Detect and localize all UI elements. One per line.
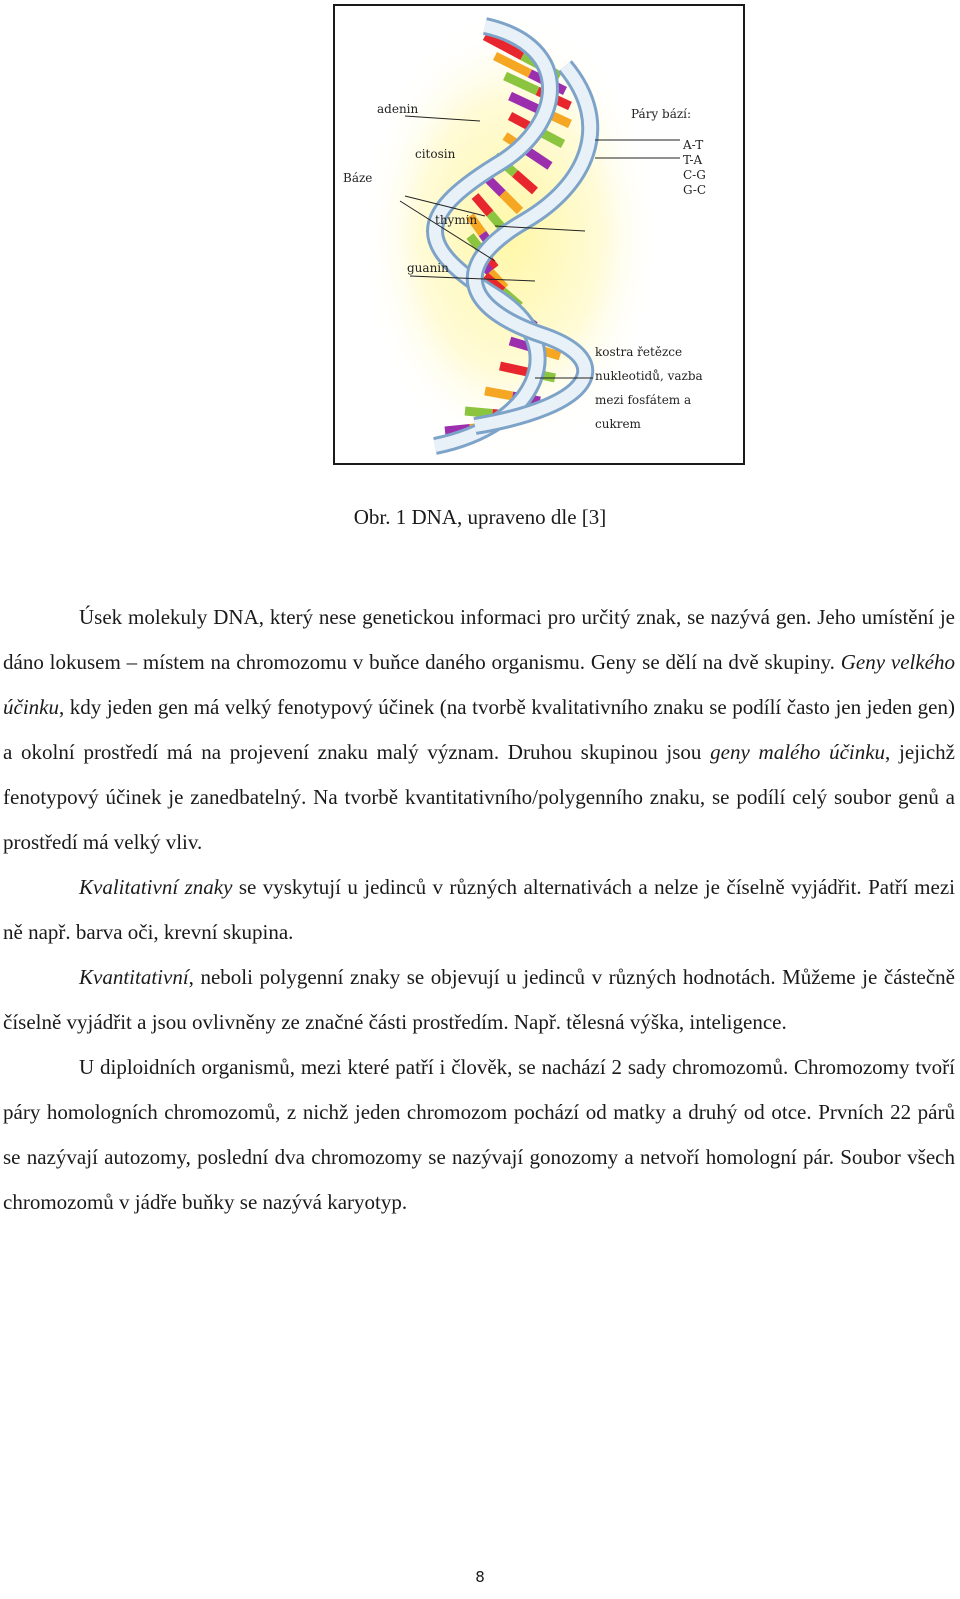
page-number: 8 bbox=[475, 1568, 485, 1586]
dna-figure bbox=[333, 4, 745, 465]
label-citosin: citosin bbox=[415, 147, 456, 161]
label-adenin: adenin bbox=[377, 102, 419, 116]
paragraph-4 bbox=[3, 1045, 955, 1225]
label-backbone-1: kostra řetězce bbox=[595, 345, 683, 359]
base-pair-rung-18-a bbox=[485, 391, 513, 396]
paragraph-1 bbox=[3, 595, 955, 865]
label-pair-2: T-A bbox=[683, 153, 703, 167]
paragraph-1-text-3: , jejichž fenotypový účinek je zanedbatelný. Na tvorbě kvantitativního/polygenního znaku, se podílí celý soubor genů a prostředí má velký vliv. bbox=[3, 740, 955, 854]
label-baze: Báze bbox=[343, 171, 373, 185]
paragraph-3 bbox=[3, 955, 955, 1045]
paragraph-1-italic-1: Geny velkého účinku bbox=[3, 650, 955, 719]
paragraph-4-text-1: U diploidních organismů, mezi které patří i člověk, se nachází 2 sady chromozomů. Chromozomy tvoří páry homologních chromozomů, z nichž jeden chromozom pochází od matky a druhý od otce. Prvních 22 párů se nazývají autozomy, poslední dva chromozomy se nazývají gonozomy a netvoří homologní pár. Soubor všech chromozomů v jádře buňky se nazývá karyotyp. bbox=[3, 1055, 955, 1214]
paragraph-1-text-1: Úsek molekuly DNA, který nese genetickou informaci pro určitý znak, se nazývá gen. Jeho umístění je dáno lokusem – místem na chromozomu v buňce daného organismu. Geny se dělí na dvě skupiny. bbox=[3, 605, 955, 674]
label-backbone-4: cukrem bbox=[595, 417, 641, 431]
label-pair-1: A-T bbox=[683, 138, 704, 152]
figure-caption: Obr. 1 DNA, upraveno dle [3] bbox=[353, 505, 607, 529]
paragraph-3-italic-1: Kvantitativní bbox=[79, 965, 189, 989]
paragraph-3-text-1: , neboli polygenní znaky se objevují u jedinců v různých hodnotách. Můžeme je částečně číselně vyjádřit a jsou ovlivněny ze značné části prostředím. Např. tělesná výška, inteligence. bbox=[3, 965, 955, 1034]
label-guanin: guanin bbox=[407, 261, 449, 275]
label-pair-4: G-C bbox=[683, 183, 707, 197]
label-backbone-2: nukleotidů, vazba bbox=[595, 369, 703, 383]
body-text bbox=[3, 595, 955, 1225]
paragraph-1-text-2: , kdy jeden gen má velký fenotypový účinek (na tvorbě kvalitativního znaku se podílí často jen jeden gen) a okolní prostředí má na projevení znaku malý význam. Druhou skupinou jsou bbox=[3, 695, 955, 764]
label-pair-3: C-G bbox=[683, 168, 706, 182]
paragraph-2-italic-1: Kvalitativní znaky bbox=[79, 875, 233, 899]
base-pair-rung-19-a bbox=[465, 411, 493, 414]
dna-helix-illustration bbox=[335, 6, 743, 463]
label-backbone-3: mezi fosfátem a bbox=[595, 393, 692, 407]
label-pary-bazi: Páry bází: bbox=[631, 107, 692, 121]
paragraph-2 bbox=[3, 865, 955, 955]
paragraph-1-italic-2: geny malého účinku bbox=[710, 740, 886, 764]
base-pair-rung-17-a bbox=[500, 366, 528, 372]
label-thymin: thymin bbox=[435, 213, 478, 227]
paragraph-2-text-1: se vyskytují u jedinců v různých alternativách a nelze je číselně vyjádřit. Patří mezi ně např. barva oči, krevní skupina. bbox=[3, 875, 955, 944]
